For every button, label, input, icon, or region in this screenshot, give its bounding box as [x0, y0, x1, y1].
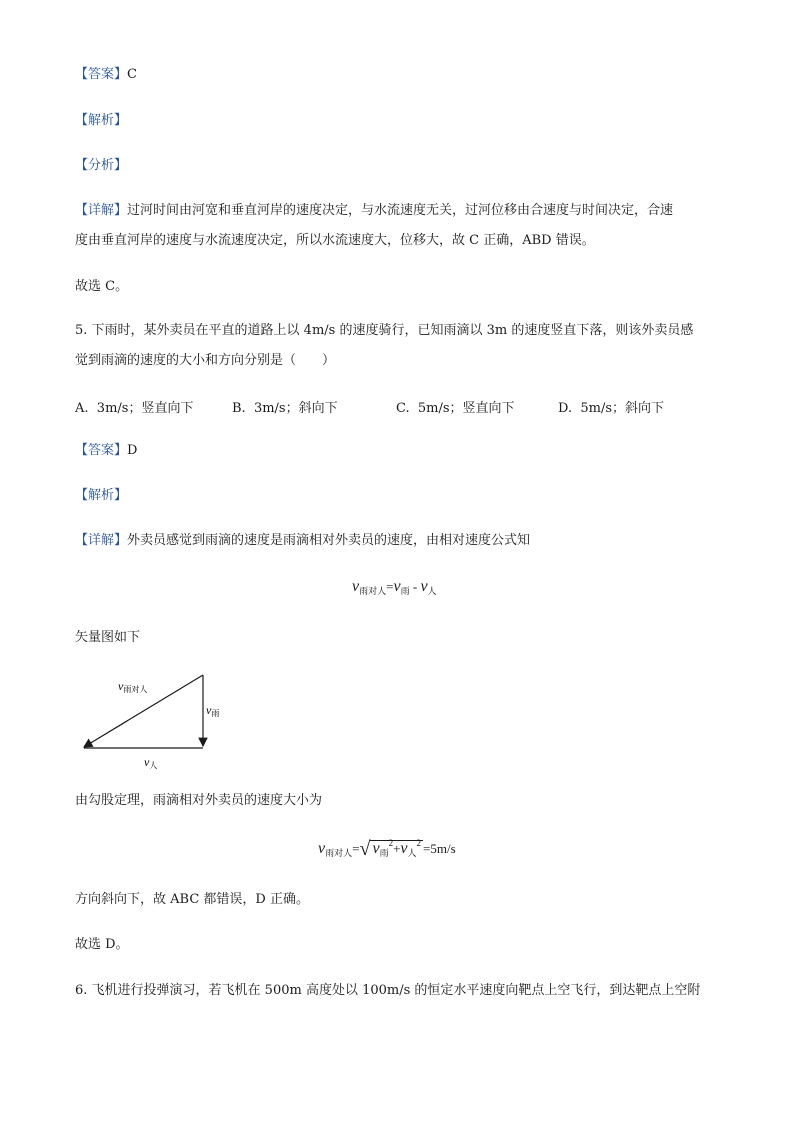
- q5-option-d: [558, 397, 664, 416]
- q5-option-c: [396, 397, 515, 416]
- v-symbol: v: [318, 840, 326, 857]
- radicand: [370, 840, 423, 856]
- option-text: 3m/s；斜向下: [253, 401, 338, 416]
- answer-value: D: [127, 443, 138, 458]
- q5-analysis-tag: 【解析】: [75, 488, 128, 503]
- sub-person: 人: [407, 848, 417, 858]
- option-label: C.: [396, 401, 410, 416]
- vector-intro: 矢量图如下: [75, 630, 141, 645]
- option-text: 5m/s；斜向下: [580, 401, 665, 416]
- detail-tag: 【详解】: [75, 203, 128, 218]
- equals-sign: =: [386, 579, 394, 594]
- relative-velocity-formula: [352, 578, 437, 597]
- sub-rain: 雨: [379, 848, 389, 858]
- answer-value: C: [127, 67, 137, 82]
- answer-tag: 【答案】: [75, 67, 128, 82]
- sub-rain-rel-person: 雨对人: [325, 848, 353, 858]
- q5-answer-line: [75, 442, 137, 460]
- detail-text: 过河时间由河宽和垂直河岸的速度决定，与水流速度无关，过河位移由合速度与时间决定，合速: [127, 203, 674, 218]
- sub-person: 人: [427, 586, 437, 596]
- v-symbol: v: [393, 578, 401, 595]
- pythag-line: 由勾股定理，雨滴相对外卖员的速度大小为: [75, 793, 323, 808]
- sub-rain: 雨: [400, 586, 410, 596]
- q5-stem-line1: 5. 下雨时，某外卖员在平直的道路上以 4m/s 的速度骑行，已知雨滴以 3m 的速度竖直下落，则该外卖员感: [75, 323, 694, 338]
- v-symbol: v: [372, 840, 380, 857]
- option-label: D.: [558, 401, 573, 416]
- q4-conclusion: 故选 C。: [75, 279, 129, 294]
- q5-option-a: [75, 397, 193, 416]
- option-text: 5m/s；竖直向下: [417, 401, 515, 416]
- q5-option-b: [232, 397, 338, 416]
- q5-detail-line1: [75, 532, 530, 550]
- q4-answer-line: [75, 66, 137, 84]
- sqrt-sign: √: [359, 838, 371, 860]
- detail-tag: 【详解】: [75, 533, 128, 548]
- q4-detail-line1: [75, 202, 673, 220]
- v-symbol: v: [352, 578, 360, 595]
- q4-analysis-tag: 【解析】: [75, 113, 128, 128]
- option-label: A.: [75, 401, 89, 416]
- plus-sign: +: [393, 841, 401, 856]
- option-text: 3m/s；竖直向下: [96, 401, 194, 416]
- direction-line: 方向斜向下，故 ABC 都错误，D 正确。: [75, 892, 309, 907]
- label-v-person: v人: [144, 755, 158, 770]
- v-symbol: v: [420, 578, 428, 595]
- v-symbol: v: [400, 840, 408, 857]
- equals-sign: =: [352, 841, 360, 856]
- exponent: 2: [388, 838, 394, 848]
- minus-sign: -: [412, 579, 418, 594]
- result: =5m/s: [423, 841, 456, 856]
- sub-rain-rel-person: 雨对人: [359, 586, 387, 596]
- option-label: B.: [232, 401, 246, 416]
- q5-stem-line2: 觉到雨滴的速度的大小和方向分别是（ ）: [75, 353, 336, 368]
- q6-stem-line1: 6. 飞机进行投弹演习，若飞机在 500m 高度处以 100m/s 的恒定水平速度向靶点上空飞行，到达靶点上空附: [75, 983, 701, 998]
- pythagorean-formula: [318, 838, 456, 866]
- vector-diagram: [72, 668, 242, 778]
- q4-detail-line2: 度由垂直河岸的速度与水流速度决定，所以水流速度大，位移大，故 C 正确，ABD 错误。: [75, 233, 595, 248]
- detail-text: 外卖员感觉到雨滴的速度是雨滴相对外卖员的速度，由相对速度公式知: [127, 533, 531, 548]
- q5-conclusion: 故选 D。: [75, 937, 129, 952]
- label-v-rain-rel-person: v雨对人: [118, 679, 148, 694]
- q4-fenxi-tag: 【分析】: [75, 158, 128, 173]
- exponent: 2: [416, 838, 422, 848]
- label-v-rain: v雨: [206, 703, 220, 718]
- answer-tag: 【答案】: [75, 443, 128, 458]
